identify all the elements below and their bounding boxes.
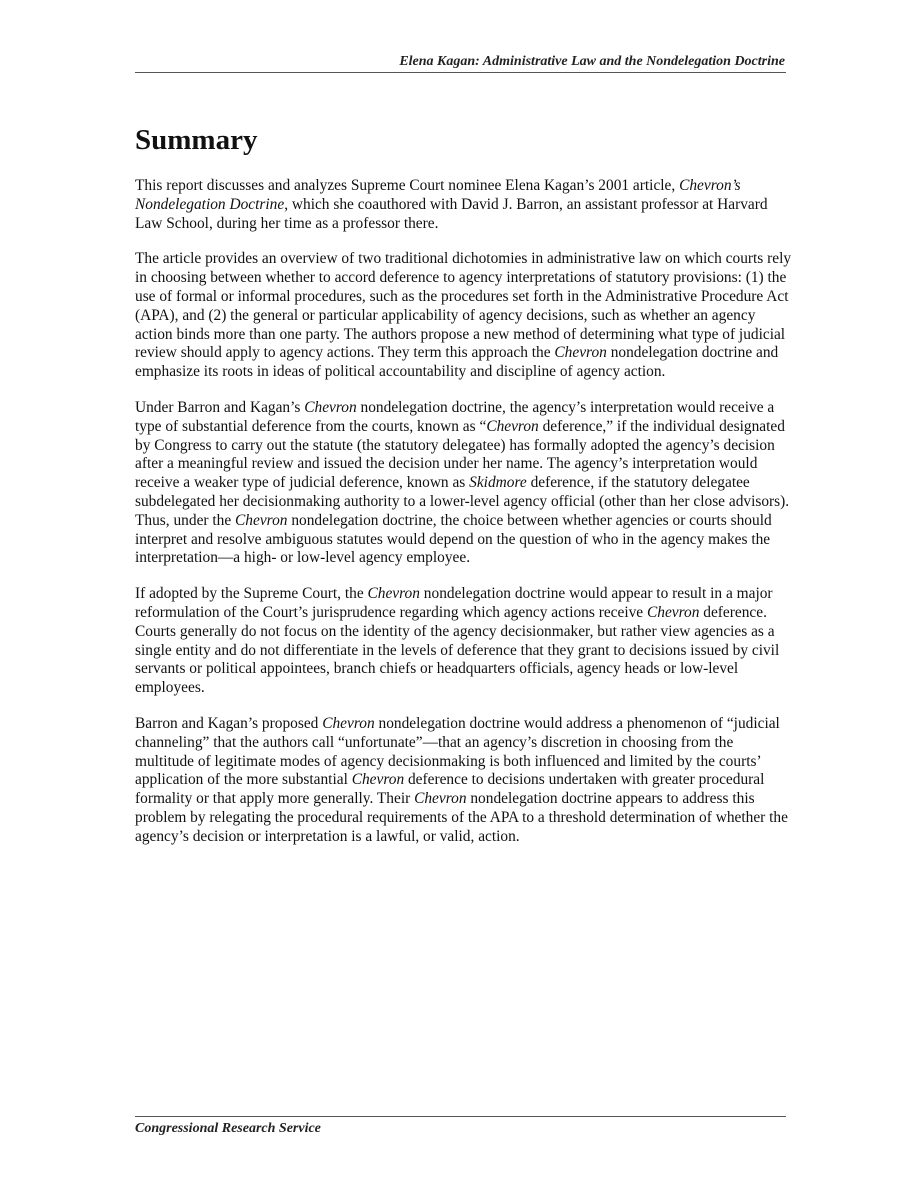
text-run: , which she coauthored with David J. Barron, an assistant professor at Harvard Law School, during her time as a professor there. [135,195,768,232]
text-run-italic: Chevron [351,771,405,789]
paragraph [135,177,795,233]
text-run-italic: Chevron [486,417,539,435]
summary-body [135,177,795,864]
text-run-italic: Chevron [235,511,288,529]
paragraph [135,250,795,382]
text-run: deference to decisions undertaken with greater procedural formality or that apply more generally. Their [135,771,765,808]
text-run: nondelegation doctrine and emphasize its roots in ideas of political accountability and discipline of agency action. [135,344,779,381]
paragraph [135,715,795,847]
section-title: Summary [135,124,258,156]
text-run: nondelegation doctrine would address a phenomenon of “judicial channeling” that the authors call “unfortunate”—that an agency’s discretion in choosing from the multitude of legitimate modes of agency decisionmaking is both influenced and limited by the courts’ application of the more substantial [135,714,780,789]
footer-divider [135,1116,786,1117]
text-run: nondelegation doctrine would appear to result in a major reformulation of the Court’s jurisprudence regarding which agency actions receive [135,585,773,621]
paragraph [135,399,795,568]
text-run: This report discusses and analyzes Supreme Court nominee Elena Kagan’s 2001 article, [135,177,680,194]
text-run-italic: Chevron [322,714,375,732]
text-run-italic: Skidmore [469,474,527,492]
text-run-italic: Chevron [304,398,357,416]
header-divider [135,72,786,73]
text-run: nondelegation doctrine, the agency’s interpretation would receive a type of substantial deference from the courts, known as “ [135,398,775,435]
text-run-italic: Chevron [367,585,420,603]
text-run: The article provides an overview of two traditional dichotomies in administrative law on which courts rely in choosing between whether to accord deference to agency interpretations of statutory provisions: (1) the use of formal or informal procedures, such as the procedures set forth in the Administrative Procedure Act (APA), and (2) the general or particular applicability of agency decisions, such as whether an agency action binds more than one party. The authors propose a new method of determining what type of judicial review should apply to agency actions. They term this approach the [135,250,792,362]
text-run: deference,” if the individual designated by Congress to carry out the statute (the statutory delegatee) has formally adopted the agency’s decision after a meaningful review and issued the decision under her name. The agency’s interpretation would receive a weaker type of judicial deference, known as [135,417,785,492]
text-run: Under Barron and Kagan’s [135,398,305,416]
text-run: deference. Courts generally do not focus on the identity of the agency decisionmaker, but rather view agencies as a single entity and do not differentiate in the levels of deference that they grant to decisions issued by civil servants or political appointees, branch chiefs or headquarters officials, agency heads or low-level employees. [135,603,780,697]
running-footer: Congressional Research Service [135,1121,321,1136]
paragraph [135,585,795,698]
text-run: If adopted by the Supreme Court, the [135,585,368,603]
text-run: Barron and Kagan’s proposed [135,714,323,732]
text-run-italic: Chevron [414,790,467,808]
text-run-italic: Chevron [554,344,607,362]
text-run: nondelegation doctrine, the choice between whether agencies or courts should interpret and resolve ambiguous statutes would depend on the question of who in the agency makes the interpretation—a high- or low-level agency employee. [135,511,772,567]
text-run-italic: Chevron [646,603,700,621]
text-run: nondelegation doctrine appears to address this problem by relegating the procedural requirements of the APA to a threshold determination of whether the agency’s decision or interpretation is a lawful, or valid, action. [135,790,788,845]
text-run: deference, if the statutory delegatee subdelegated her decisionmaking authority to a lower-level agency official (other than her close advisors). Thus, under the [135,474,790,529]
text-run-italic: Chevron’s Nondelegation Doctrine [135,177,741,213]
running-header: Elena Kagan: Administrative Law and the Nondelegation Doctrine [399,54,785,69]
